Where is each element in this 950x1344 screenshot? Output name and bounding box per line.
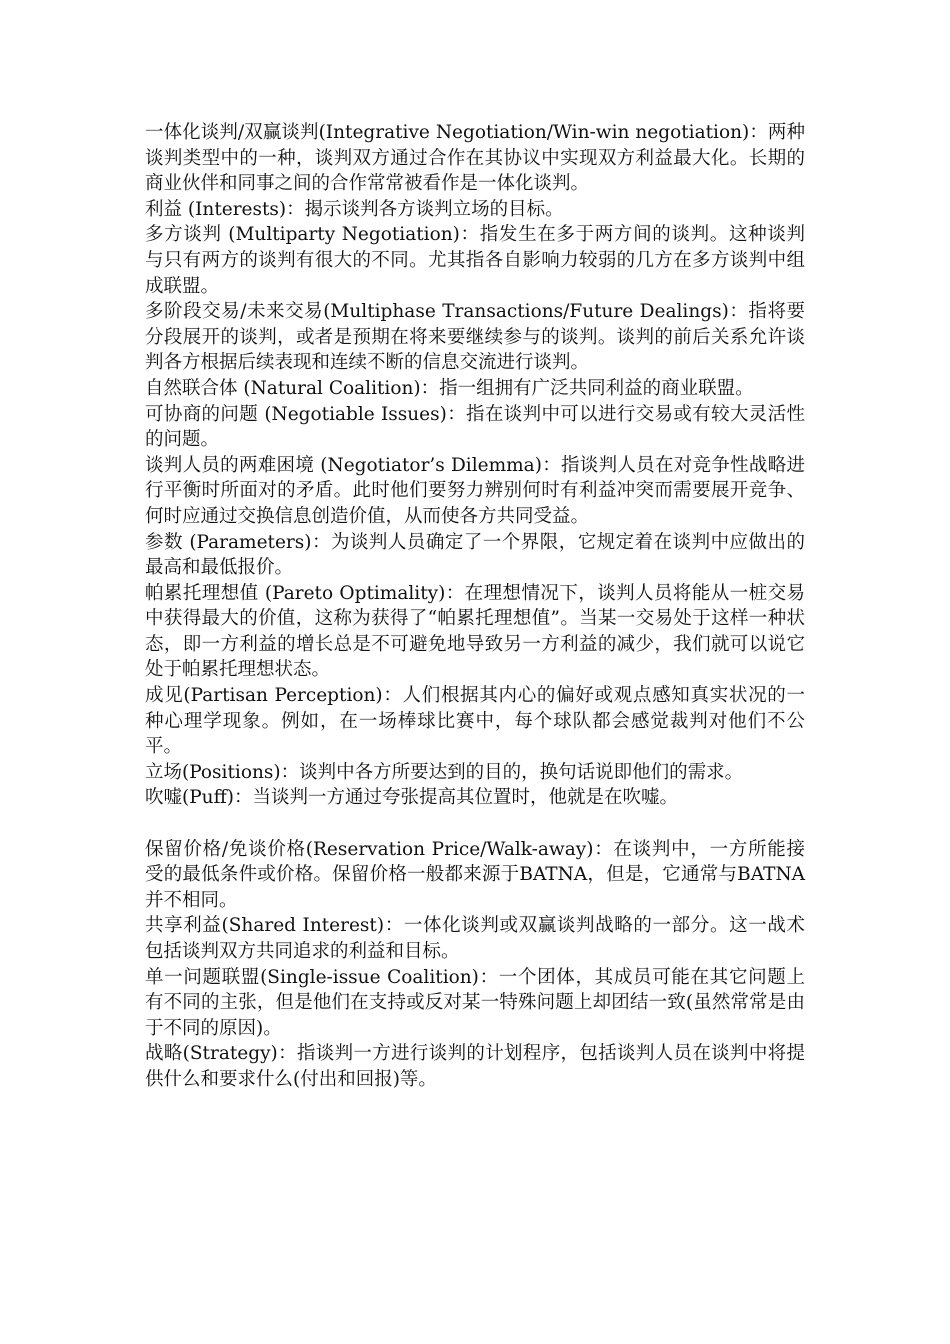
entry-definition: ：揭示谈判各方谈判立场的目标。 [286,198,564,220]
entry-definition: ：指谈判一方进行谈判的计划程序，包括谈判人员在谈判中将提供什么和要求什么(付出和回报)等。 [145,1043,805,1090]
entry-definition: ：谈判中各方所要达到的目的，换句话说即他们的需求。 [280,761,744,783]
entry-definition: ：一个团体，其成员可能在其它问题上有不同的主张，但是他们在支持或反对某一特殊问题上却团结一致(虽然常常是由于不同的原因)。 [145,966,805,1039]
entry-term: 战略(Strategy) [145,1043,278,1065]
entry-term: 谈判人员的两难困境 (Negotiator’s Dilemma) [145,454,542,476]
entry-term: 利益 (Interests) [145,198,287,220]
entry-term: 帕累托理想值 (Pareto Optimality) [145,582,446,604]
entry-definition: ：指谈判人员在对竞争性战略进行平衡时所面对的矛盾。此时他们要努力辨别何时有利益冲突而需要展开竞争、何时应通过交换信息创造价值，从而使各方共同受益。 [145,454,805,527]
glossary-entry-multiphase-transactions [145,299,805,376]
glossary-entry-shared-interest [145,913,805,964]
glossary-entry-puff [145,785,805,811]
glossary-entry-negotiators-dilemma [145,453,805,530]
entry-term: 一体化谈判/双赢谈判(Integrative Negotiation/Win-win negotiation) [145,122,750,143]
entry-definition: ：指在谈判中可以进行交易或有较大灵活性的问题。 [145,403,805,451]
glossary-entry-parameters [145,530,805,581]
glossary-entry-reservation-price [145,837,805,914]
glossary-entry-natural-coalition [145,376,805,402]
entry-term: 自然联合体 (Natural Coalition) [145,377,421,399]
entry-definition: ：指发生在多于两方间的谈判。这种谈判与只有两方的谈判有很大的不同。尤其指各自影响力较弱的几方在多方谈判中组成联盟。 [145,224,805,297]
entry-term: 参数 (Parameters) [145,531,312,553]
entry-definition: ：指将要分段展开的谈判，或者是预期在将来要继续参与的谈判。谈判的前后关系允许谈判各方根据后续表现和连续不断的信息交流进行谈判。 [145,301,805,374]
entry-term: 吹嘘(Puff) [145,787,234,809]
glossary-entry-strategy [145,1041,805,1092]
entry-definition: ：为谈判人员确定了一个界限，它规定着在谈判中应做出的最高和最低报价。 [145,531,805,579]
entry-term: 多方谈判 (Multiparty Negotiation) [145,224,460,246]
glossary-entry-positions [145,760,805,786]
glossary-entry-pareto-optimality [145,581,805,683]
glossary-entry-multiparty-negotiation [145,222,805,299]
entry-definition: ：人们根据其内心的偏好或观点感知真实状况的一种心理学现象。例如，在一场棒球比赛中，每个球队都会感觉裁判对他们不公平。 [145,685,805,758]
entry-definition: ：指一组拥有广泛共同利益的商业联盟。 [420,377,754,399]
entry-definition: ：一体化谈判或双赢谈判战略的一部分。这一战术包括谈判双方共同追求的利益和目标。 [145,915,805,962]
entry-definition: ：两种谈判类型中的一种，谈判双方通过合作在其协议中实现双方利益最大化。长期的商业伙伴和同事之间的合作常常被看作是一体化谈判。 [145,122,805,195]
glossary-entry-partisan-perception [145,683,805,760]
entry-definition: ：在理想情况下，谈判人员将能从一桩交易中获得最大的价值，这称为获得了“帕累托理想值”。当某一交易处于这样一种状态，即一方利益的增长总是不可避免地导致另一方利益的减少，我们就可以说它处于帕累托理想状态。 [145,582,805,681]
entry-term: 保留价格/免谈价格(Reservation Price/Walk-away) [145,838,594,860]
entry-term: 共享利益(Shared Interest) [145,915,385,937]
entry-definition: ：在谈判中，一方所能接受的最低条件或价格。保留价格一般都来源于BATNA，但是，它通常与BATNA并不相同。 [145,838,805,911]
glossary-entry-interests [145,197,805,223]
glossary-entry-single-issue-coalition [145,965,805,1042]
entry-term: 单一问题联盟(Single-issue Coalition) [145,966,479,988]
entry-term: 可协商的问题 (Negotiable Issues) [145,403,447,425]
entry-term: 多阶段交易/未来交易(Multiphase Transactions/Future Dealings) [145,301,729,323]
entry-term: 立场(Positions) [145,761,281,783]
entry-definition: ：当谈判一方通过夸张提高其位置时，他就是在吹嘘。 [233,787,678,809]
glossary-entry-negotiable-issues [145,402,805,453]
entry-term: 成见(Partisan Perception) [145,685,383,707]
glossary-entry-integrative-negotiation [145,120,805,197]
glossary-page [145,120,805,1093]
